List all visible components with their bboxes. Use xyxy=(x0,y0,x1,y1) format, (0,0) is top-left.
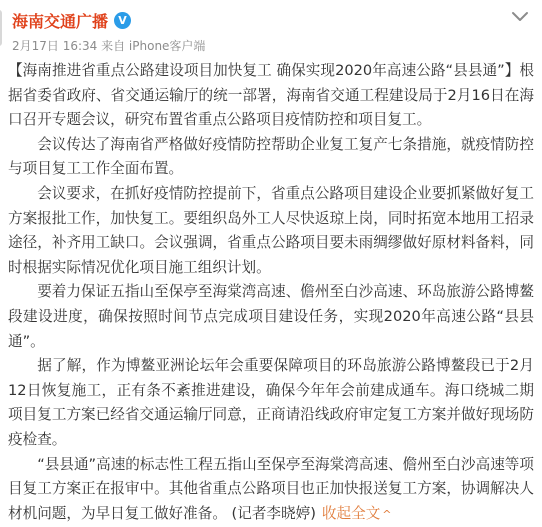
paragraph-4: 据了解，作为博鳌亚洲论坛年会重要保障项目的环岛旅游公路博鳌段已于2月12日恢复施工，正有条不紊推进建设，确保今年年会前建成通车。海口绕城二期项目复工方案已经省交通运输厅同意，正商请沿线政府审定复工方案并做好现场防疫检查。 xyxy=(8,354,534,452)
post-header xyxy=(0,0,542,58)
lead-paragraph: 【海南推进省重点公路建设项目加快复工 确保实现2020年高速公路“县县通”】根据省委省政府、省交通运输厅的统一部署，海南省交通工程建设局于2月16日在海口召开专题会议，研究布置省重点公路项目疫情防控和项目复工。 xyxy=(8,59,534,133)
post-body xyxy=(8,59,534,527)
paragraph-5-text: “县县通”高速的标志性工程五指山至保亭至海棠湾高速、儋州至白沙高速等项目复工方案正在报审中。其他省重点公路项目也正加快报送复工方案，协调解决人材机问题，为早日复工做好准备。 (记者李晓婷) xyxy=(8,456,534,522)
author-name-label[interactable]: 海南交通广播 xyxy=(12,9,108,32)
chevron-up-icon[interactable]: ^ xyxy=(382,508,391,521)
collapse-full-text-link[interactable]: 收起全文 xyxy=(322,505,380,522)
post-meta: 2月17日 16:34 来自 iPhone客户端 xyxy=(12,37,205,54)
chevron-down-icon[interactable] xyxy=(510,10,530,24)
author-name[interactable] xyxy=(12,8,131,32)
paragraph-5 xyxy=(8,453,534,527)
paragraph-1: 会议传达了海南省严格做好疫情防控帮助企业复工复产七条措施，就疫情防控与项目复工工作全面布置。 xyxy=(8,133,534,182)
avatar[interactable] xyxy=(0,10,2,46)
paragraph-2: 会议要求，在抓好疫情防控提前下，省重点公路项目建设企业要抓紧做好复工方案报批工作，加快复工。要组织岛外工人尽快返琼上岗，同时拓宽本地用工招录途径，补齐用工缺口。会议强调，省重点公路项目要未雨绸缪做好原材料备料，同时根据实际情况优化项目施工组织计划。 xyxy=(8,182,534,280)
paragraph-3: 要着力保证五指山至保亭至海棠湾高速、儋州至白沙高速、环岛旅游公路博鳌段建设进度，确保按照时间节点完成项目建设任务，实现2020年高速公路“县县通”。 xyxy=(8,280,534,354)
verified-badge-icon: V xyxy=(114,12,131,29)
